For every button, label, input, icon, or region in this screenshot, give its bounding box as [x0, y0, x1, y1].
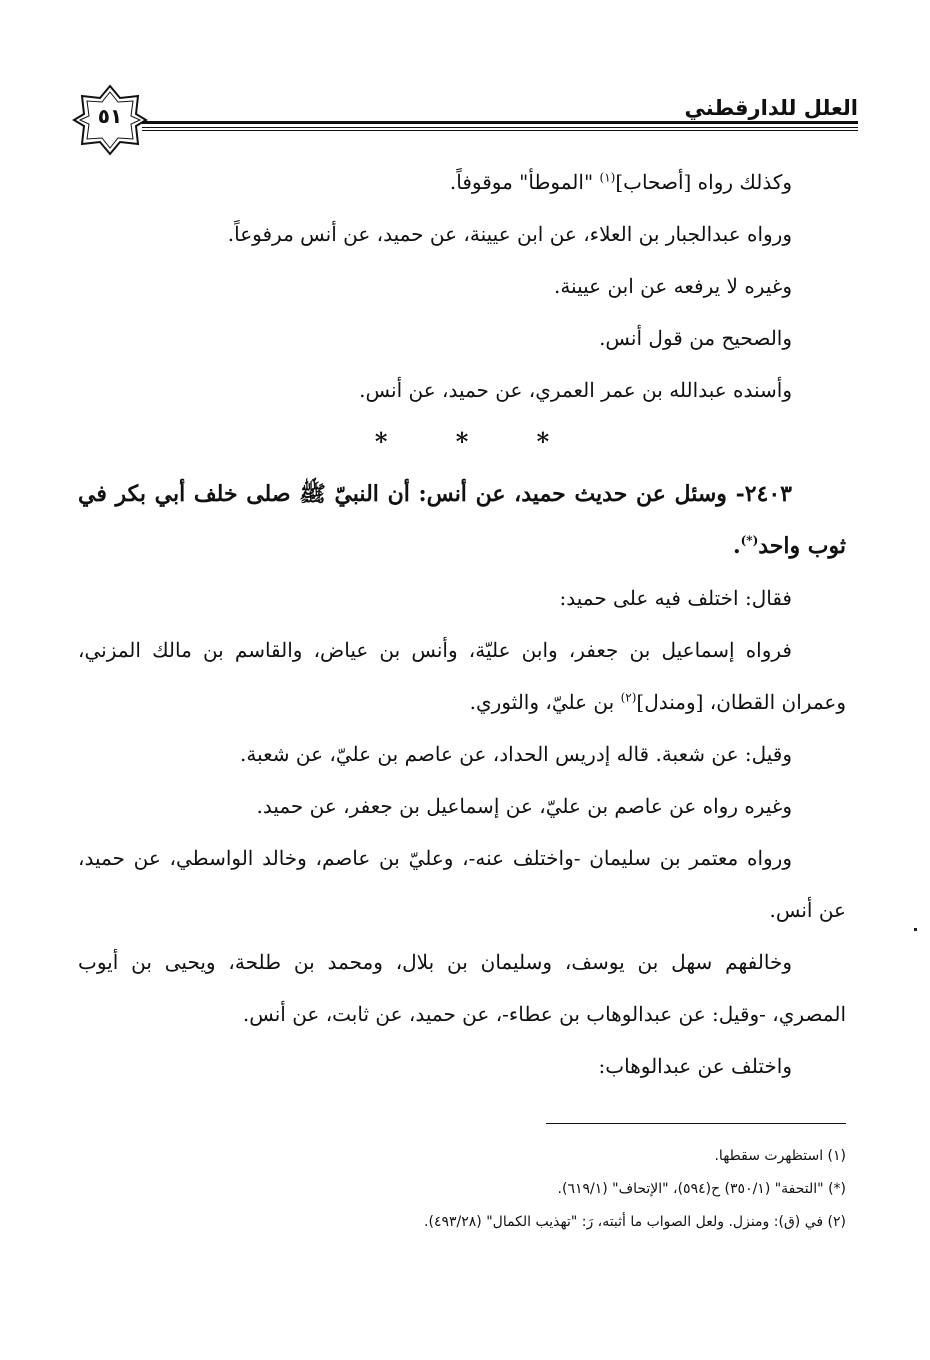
paragraph: وقيل: عن شعبة. قاله إدريس الحداد، عن عاصم بن عليّ، عن شعبة.: [239, 742, 792, 766]
paragraph: [78, 624, 846, 728]
scan-speck: [914, 928, 917, 931]
paragraph: وأسنده عبدالله بن عمر العمري، عن حميد، عن أنس.: [359, 378, 792, 402]
page-header: [72, 84, 858, 156]
footnotes: [78, 1140, 846, 1239]
running-title: العلل للدارقطني: [675, 96, 858, 120]
paragraph-text: فرواه إسماعيل بن جعفر، وابن عليّة، وأنس بن عياض، والقاسم بن مالك المزني، وعمران القطان، [ومندل]: [78, 638, 846, 714]
paragraph: والصحيح من قول أنس.: [599, 326, 792, 350]
paragraph: واختلف عن عبدالوهاب:: [598, 1054, 792, 1078]
paragraph: وغيره رواه عن عاصم بن عليّ، عن إسماعيل بن جعفر، عن حميد.: [256, 794, 792, 818]
paragraph: ورواه عبدالجبار بن العلاء، عن ابن عيينة، عن حميد، عن أنس مرفوعاً.: [227, 222, 792, 246]
paragraph: [78, 156, 846, 208]
footnote: (*) "التحفة" (٣٥٠/١) ح(٥٩٤)، "الإتحاف" (٦١٩/١).: [557, 1181, 846, 1197]
footnote-ref: (*): [740, 533, 759, 548]
paragraph: فقال: اختلف فيه على حميد:: [559, 586, 792, 610]
paragraph: وغيره لا يرفعه عن ابن عيينة.: [553, 274, 792, 298]
header-rule: [142, 121, 858, 131]
paragraph-text: وكذلك رواه [أصحاب]: [615, 170, 792, 194]
paragraph: وخالفهم سهل بن يوسف، وسليمان بن بلال، ومحمد بن طلحة، ويحيى بن أيوب المصري، -وقيل: عن عبدالوهاب بن عطاء-، عن حميد، عن ثابت، عن أنس.: [78, 950, 846, 1026]
paragraph-text: بن عليّ، والثوري.: [469, 690, 621, 714]
heading-text: .: [732, 533, 741, 559]
section-separator: * * *: [374, 427, 550, 456]
page-number: ٥١: [97, 104, 123, 128]
footnote-divider: [546, 1123, 846, 1124]
question-heading: [78, 468, 846, 572]
footnote-ref: (١): [599, 170, 616, 185]
heading-text: ٢٤٠٣- وسئل عن حديث حميد، عن أنس: أن النبيّ ﷺ صلى خلف أبي بكر في ثوب واحد: [78, 481, 846, 559]
page-number-badge: [72, 84, 148, 156]
footnote: (٢) في (ق): ومنزل. ولعل الصواب ما أثبته، رَ: "تهذيب الكمال" (٤٩٣/٢٨).: [424, 1214, 846, 1230]
footnote: (١) استظهرت سقطها.: [714, 1148, 846, 1164]
paragraph-text: "الموطأ" موقوفاً.: [449, 170, 600, 194]
paragraph: ورواه معتمر بن سليمان -واختلف عنه-، وعليّ بن عاصم، وخالد الواسطي، عن حميد، عن أنس.: [78, 846, 846, 922]
footnote-ref: (٢): [620, 690, 637, 705]
main-text: [78, 156, 846, 1092]
